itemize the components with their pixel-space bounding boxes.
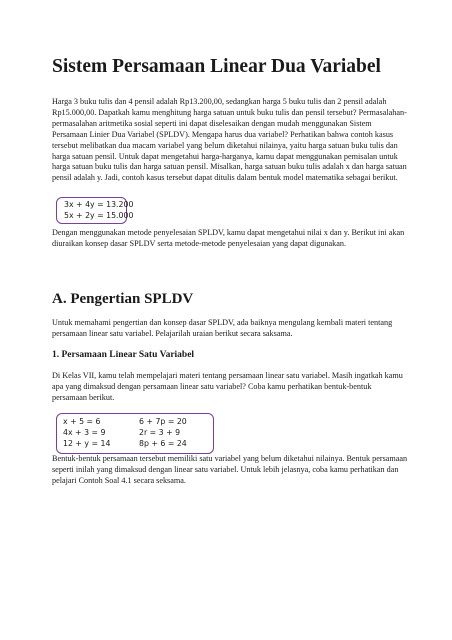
- system-equations-box: [56, 197, 134, 224]
- system-equation-2: 5x + 2y = 15.000: [64, 210, 134, 220]
- section-a-heading: A. Pengertian SPLDV: [52, 291, 194, 307]
- page-title: Sistem Persamaan Linear Dua Variabel: [52, 56, 381, 77]
- equations-right-column: [139, 417, 187, 449]
- subsection-1-paragraph: Di Kelas VII, kamu telah mempelajari materi tentang persamaan linear satu variabel. Masih ingatkah kamu apa yang dimaksud dengan persamaan linear satu variabel? Coba kamu perhatikan bentuk-bentuk persamaan berikut.: [52, 371, 403, 402]
- subsection-1-heading: 1. Persamaan Linear Satu Variabel: [52, 350, 195, 360]
- section-a-paragraph: Untuk memahami pengertian dan konsep dasar SPLDV, ada baiknya mengulang kembali materi tentang persamaan linear satu variabel. Pelajarilah uraian berikut secara saksama.: [52, 318, 393, 338]
- equation-left-3: 12 + y = 14: [63, 438, 111, 448]
- system-equation-1: 3x + 4y = 13.200: [64, 200, 134, 209]
- after-system-paragraph: Dengan menggunakan metode penyelesaian SPLDV, kamu dapat mengetahui nilai x dan y. Berikut ini akan diuraikan konsep dasar SPLDV serta metode-metode penyelesaian yang dapat digunakan.: [52, 228, 405, 248]
- equation-right-1: 6 + 7p = 20: [139, 417, 187, 426]
- closing-paragraph: Bentuk-bentuk persamaan tersebut memiliki satu variabel yang belum diketahui nilainya. Bentuk persamaan seperti inilah yang dimaksud dengan linear satu variabel. Untuk lebih jelasnya, coba kamu perhatikan dan pelajari Contoh Soal 4.1 secara seksama.: [52, 454, 408, 485]
- equation-left-2: 4x + 3 = 9: [63, 427, 106, 437]
- equation-left-1: x + 5 = 6: [63, 417, 101, 426]
- single-variable-equations-box: [56, 413, 214, 454]
- equation-right-2: 2r = 3 + 9: [139, 427, 181, 437]
- equation-right-3: 8p + 6 = 24: [139, 438, 187, 448]
- intro-paragraph: Harga 3 buku tulis dan 4 pensil adalah Rp13.200,00, sedangkan harga 5 buku tulis dan 2 pensil adalah Rp15.000,00. Dapatkah kamu menghitung harga satuan untuk buku tulis dan pensil tersebut? Permasalahan-permasalahan aritmetika sosial seperti ini dapat diselesaikan dengan mudah menggunakan Sistem Persamaan Linier Dua Variabel (SPLDV). Mengapa harus dua variabel? Perhatikan bahwa contoh kasus tersebut melibatkan dua macam variabel yang belum diketahui nilainya, yaitu harga satuan buku tulis dan harga satuan pensil. Untuk dapat mengetahui harga-harganya, kamu dapat menggunakan pemisalan untuk harga satuan buku tulis dan harga satuan pensil. Misalkan, harga satuan buku tulis adalah x dan harga satuan pensil adalah y. Jadi, contoh kasus tersebut dapat ditulis dalam bentuk model matematika sebagai berikut.: [52, 97, 407, 183]
- equations-left-column: [63, 417, 110, 449]
